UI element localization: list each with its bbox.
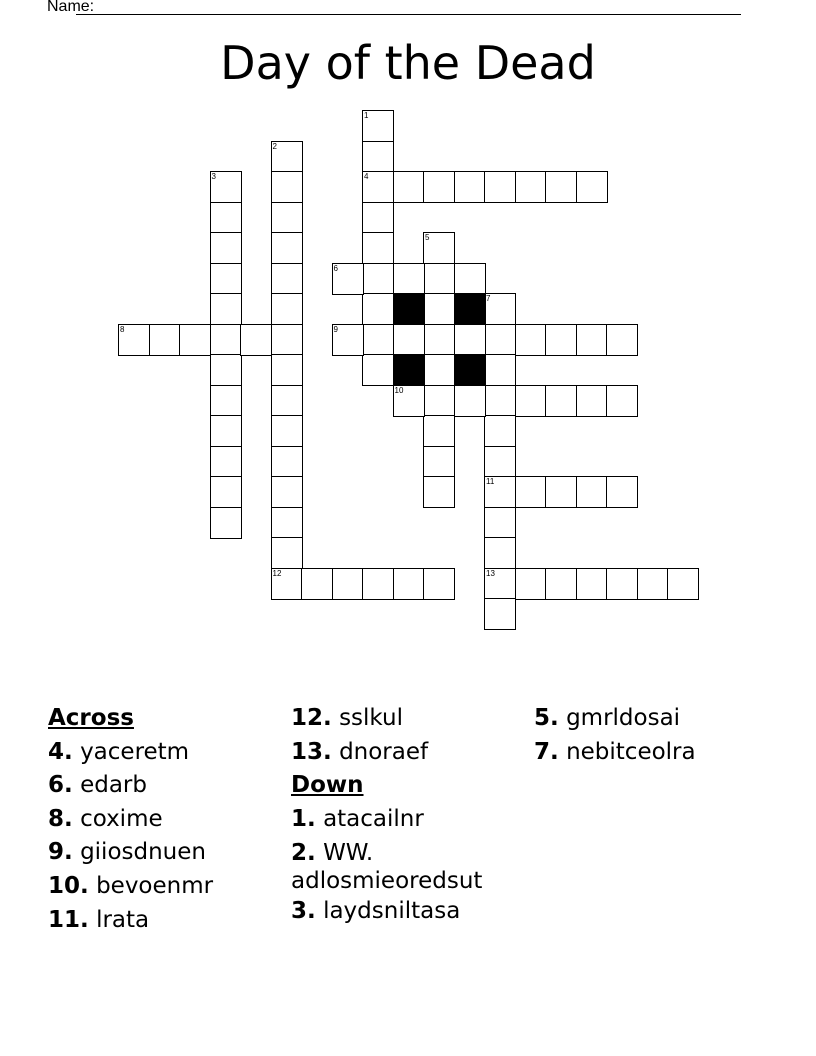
grid-cell[interactable] xyxy=(362,568,394,600)
grid-cell[interactable] xyxy=(271,537,303,569)
grid-cell[interactable] xyxy=(362,354,394,386)
grid-cell[interactable] xyxy=(515,385,547,417)
clue-across-10: 10. bevoenmr xyxy=(48,872,214,899)
grid-cell[interactable] xyxy=(423,415,455,447)
down-heading: Down xyxy=(291,772,364,799)
black-cell xyxy=(393,354,425,386)
black-cell xyxy=(454,293,486,325)
grid-cell[interactable] xyxy=(423,385,455,417)
grid-cell[interactable] xyxy=(210,446,242,478)
grid-cell[interactable] xyxy=(484,507,516,539)
clue-number: 2 xyxy=(272,141,277,151)
grid-cell[interactable] xyxy=(545,476,577,508)
grid-cell[interactable] xyxy=(332,568,364,600)
clue-down-3: 3. laydsniltasa xyxy=(291,898,461,925)
clue-across-8: 8. coxime xyxy=(48,805,163,832)
clue-number: 12 xyxy=(272,568,282,578)
clue-down-7: 7. nebitceolra xyxy=(534,738,696,765)
grid-cell[interactable] xyxy=(118,324,150,356)
grid-cell[interactable] xyxy=(423,263,455,295)
grid-cell[interactable] xyxy=(515,568,547,600)
grid-cell[interactable] xyxy=(576,171,608,203)
clue-number: 11 xyxy=(486,477,495,486)
clue-number: 10 xyxy=(394,385,404,395)
grid-cell[interactable] xyxy=(271,324,303,356)
grid-cell[interactable] xyxy=(393,568,425,600)
grid-cell[interactable] xyxy=(271,293,303,325)
grid-cell[interactable] xyxy=(362,324,394,356)
grid-cell[interactable] xyxy=(362,263,394,295)
clue-across-11: 11. lrata xyxy=(48,906,150,933)
grid-cell[interactable] xyxy=(271,141,303,173)
grid-cell[interactable] xyxy=(271,202,303,234)
grid-cell[interactable] xyxy=(454,263,486,295)
clue-across-6: 6. edarb xyxy=(48,772,147,799)
grid-cell[interactable] xyxy=(210,507,242,539)
page-title: Day of the Dead xyxy=(220,36,596,90)
grid-cell[interactable] xyxy=(576,476,608,508)
grid-cell[interactable] xyxy=(210,415,242,447)
grid-cell[interactable] xyxy=(271,385,303,417)
clue-column-1 xyxy=(48,702,213,937)
grid-cell[interactable] xyxy=(515,171,547,203)
grid-cell[interactable] xyxy=(454,385,486,417)
grid-cell[interactable] xyxy=(393,263,425,295)
clue-down-2: 2. WW. adlosmieoredsut xyxy=(291,840,483,895)
grid-cell[interactable] xyxy=(423,568,455,600)
clue-across-13: 13. dnoraef xyxy=(291,738,429,765)
clue-number: 9 xyxy=(333,324,338,334)
name-input-line[interactable] xyxy=(76,14,741,15)
grid-cell[interactable] xyxy=(484,415,516,447)
clue-column-2 xyxy=(291,702,482,929)
clue-across-12: 12. sslkul xyxy=(291,705,403,731)
black-cell xyxy=(393,293,425,325)
clue-down-1: 1. atacailnr xyxy=(291,805,424,832)
grid-cell[interactable] xyxy=(271,568,303,600)
grid-cell[interactable] xyxy=(667,568,699,600)
grid-cell[interactable] xyxy=(423,171,455,203)
grid-cell[interactable] xyxy=(271,415,303,447)
grid-cell[interactable] xyxy=(210,171,242,203)
grid-cell[interactable] xyxy=(423,446,455,478)
clue-number: 5 xyxy=(425,233,430,242)
grid-cell[interactable] xyxy=(423,476,455,508)
grid-cell[interactable] xyxy=(393,385,425,417)
clue-number: 7 xyxy=(486,294,491,303)
grid-cell[interactable] xyxy=(362,171,394,203)
grid-cell[interactable] xyxy=(393,171,425,203)
grid-cell[interactable] xyxy=(423,232,455,264)
grid-cell[interactable] xyxy=(545,324,577,356)
grid-cell[interactable] xyxy=(393,324,425,356)
clue-number: 4 xyxy=(364,172,369,181)
grid-cell[interactable] xyxy=(362,202,394,234)
clue-column-3 xyxy=(534,702,696,769)
grid-cell[interactable] xyxy=(484,324,516,356)
grid-cell[interactable] xyxy=(484,446,516,478)
clue-number: 6 xyxy=(333,263,338,273)
grid-cell[interactable] xyxy=(484,598,516,630)
grid-cell[interactable] xyxy=(210,354,242,386)
grid-cell[interactable] xyxy=(606,324,638,356)
grid-cell[interactable] xyxy=(332,263,364,295)
grid-cell[interactable] xyxy=(484,568,516,600)
grid-cell[interactable] xyxy=(271,476,303,508)
grid-cell[interactable] xyxy=(210,293,242,325)
grid-cell[interactable] xyxy=(271,446,303,478)
grid-cell[interactable] xyxy=(454,171,486,203)
name-label: Name: xyxy=(47,0,95,15)
grid-cell[interactable] xyxy=(484,537,516,569)
grid-cell[interactable] xyxy=(179,324,211,356)
grid-cell[interactable] xyxy=(210,202,242,234)
grid-cell[interactable] xyxy=(362,232,394,264)
grid-cell[interactable] xyxy=(423,293,455,325)
clue-number: 8 xyxy=(120,324,125,334)
grid-cell[interactable] xyxy=(271,507,303,539)
grid-cell[interactable] xyxy=(210,324,242,356)
grid-cell[interactable] xyxy=(484,171,516,203)
grid-cell[interactable] xyxy=(271,263,303,295)
grid-cell[interactable] xyxy=(301,568,333,600)
grid-cell[interactable] xyxy=(576,568,608,600)
grid-cell[interactable] xyxy=(210,263,242,295)
grid-cell[interactable] xyxy=(484,293,516,325)
black-cell xyxy=(454,354,486,386)
grid-cell[interactable] xyxy=(454,324,486,356)
grid-cell[interactable] xyxy=(210,232,242,264)
grid-cell[interactable] xyxy=(545,385,577,417)
grid-cell[interactable] xyxy=(515,476,547,508)
grid-cell[interactable] xyxy=(271,232,303,264)
grid-cell[interactable] xyxy=(606,568,638,600)
grid-cell[interactable] xyxy=(271,171,303,203)
grid-cell[interactable] xyxy=(149,324,181,356)
grid-cell[interactable] xyxy=(362,141,394,173)
grid-cell[interactable] xyxy=(545,568,577,600)
grid-cell[interactable] xyxy=(576,385,608,417)
clue-number: 1 xyxy=(364,111,369,120)
grid-cell[interactable] xyxy=(545,171,577,203)
clue-across-4: 4. yaceretm xyxy=(48,738,190,765)
grid-cell[interactable] xyxy=(210,476,242,508)
clue-across-9: 9. giiosdnuen xyxy=(48,839,206,866)
grid-cell[interactable] xyxy=(484,476,516,508)
grid-cell[interactable] xyxy=(332,324,364,356)
grid-cell[interactable] xyxy=(515,324,547,356)
grid-cell[interactable] xyxy=(362,110,394,142)
grid-cell[interactable] xyxy=(423,354,455,386)
clue-number: 13 xyxy=(486,568,495,578)
grid-cell[interactable] xyxy=(606,385,638,417)
grid-cell[interactable] xyxy=(210,385,242,417)
grid-cell[interactable] xyxy=(484,385,516,417)
grid-cell[interactable] xyxy=(240,324,272,356)
grid-cell[interactable] xyxy=(606,476,638,508)
grid-cell[interactable] xyxy=(484,354,516,386)
grid-cell[interactable] xyxy=(576,324,608,356)
grid-cell[interactable] xyxy=(637,568,669,600)
grid-cell[interactable] xyxy=(423,324,455,356)
clue-number: 3 xyxy=(211,172,216,181)
grid-cell[interactable] xyxy=(362,293,394,325)
clue-down-5: 5. gmrldosai xyxy=(534,705,681,731)
grid-cell[interactable] xyxy=(271,354,303,386)
across-heading: Across xyxy=(48,705,134,731)
